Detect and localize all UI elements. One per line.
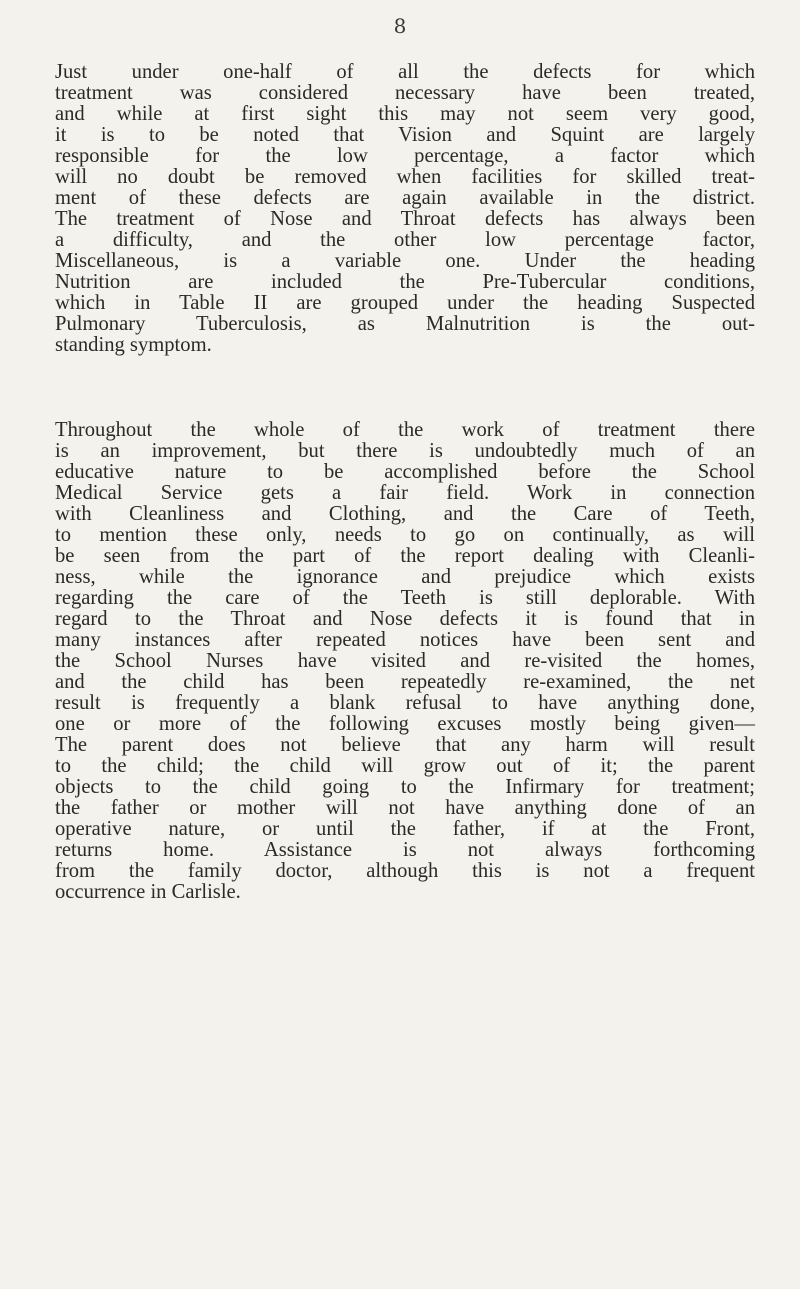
paragraph-1 [55, 62, 755, 356]
text-line: ness, while the ignorance and prejudice which exists [55, 566, 755, 588]
text-line: many instances after repeated notices have been sent and [55, 629, 755, 651]
text-line: which in Table II are grouped under the heading Suspected [55, 292, 755, 314]
text-line: be seen from the part of the report dealing with Cleanli- [55, 545, 755, 567]
text-line: returns home. Assistance is not always forthcoming [55, 839, 755, 861]
text-line: Just under one-half of all the defects for which [55, 61, 755, 83]
text-line: responsible for the low percentage, a factor which [55, 145, 755, 167]
paragraph-2 [55, 420, 755, 903]
text-line: educative nature to be accomplished before the School [55, 461, 755, 483]
text-line: regard to the Throat and Nose defects it is found that in [55, 608, 755, 630]
text-line: the School Nurses have visited and re-visited the homes, [55, 650, 755, 672]
text-line: and the child has been repeatedly re-examined, the net [55, 671, 755, 693]
text-line: Throughout the whole of the work of treatment there [55, 419, 755, 441]
text-line: with Cleanliness and Clothing, and the Care of Teeth, [55, 503, 755, 525]
text-line: objects to the child going to the Infirmary for treatment; [55, 776, 755, 798]
text-line: is an improvement, but there is undoubtedly much of an [55, 440, 755, 462]
text-line: The treatment of Nose and Throat defects has always been [55, 208, 755, 230]
text-line: to the child; the child will grow out of it; the parent [55, 755, 755, 777]
text-line: treatment was considered necessary have been treated, [55, 82, 755, 104]
text-line: it is to be noted that Vision and Squint are largely [55, 124, 755, 146]
text-line: Miscellaneous, is a variable one. Under the heading [55, 250, 755, 272]
text-line: the father or mother will not have anything done of an [55, 797, 755, 819]
text-line: standing symptom. [55, 334, 212, 356]
text-line: The parent does not believe that any harm will result [55, 734, 755, 756]
text-line: from the family doctor, although this is not a frequent [55, 860, 755, 882]
text-line: result is frequently a blank refusal to have anything done, [55, 692, 755, 714]
text-line: operative nature, or until the father, if at the Front, [55, 818, 755, 840]
text-line: and while at first sight this may not seem very good, [55, 103, 755, 125]
text-line: Medical Service gets a fair field. Work in connection [55, 482, 755, 504]
page-number: 8 [393, 14, 407, 38]
text-line: to mention these only, needs to go on continually, as will [55, 524, 755, 546]
text-line: ment of these defects are again available in the district. [55, 187, 755, 209]
text-line: regarding the care of the Teeth is still deplorable. With [55, 587, 755, 609]
text-line: one or more of the following excuses mostly being given— [55, 713, 755, 735]
text-line: will no doubt be removed when facilities for skilled treat- [55, 166, 755, 188]
text-line: Pulmonary Tuberculosis, as Malnutrition is the out- [55, 313, 755, 335]
text-line: occurrence in Carlisle. [55, 881, 241, 903]
text-line: Nutrition are included the Pre-Tubercular conditions, [55, 271, 755, 293]
text-line: a difficulty, and the other low percentage factor, [55, 229, 755, 251]
